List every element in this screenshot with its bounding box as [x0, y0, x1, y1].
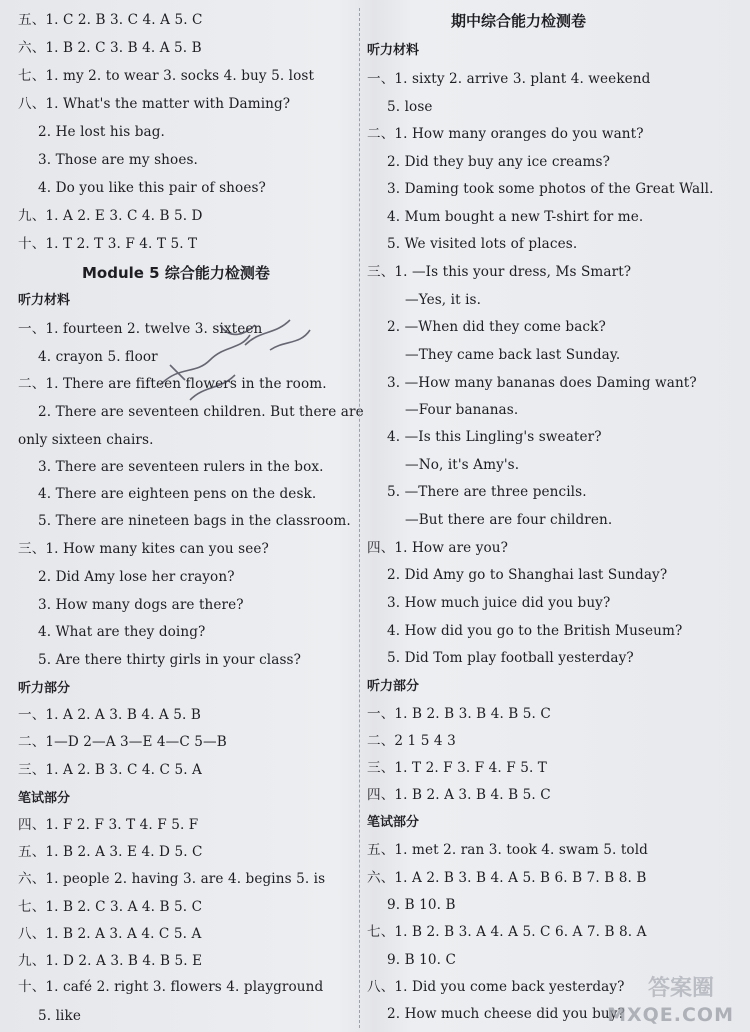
answer-line: 3. Those are my shoes.: [38, 152, 198, 168]
answer-line: 四、1. B 2. A 3. B 4. B 5. C: [367, 787, 551, 803]
answer-line: 2. There are seventeen children. But there are: [38, 404, 364, 420]
section-heading: Module 5 综合能力检测卷: [82, 264, 270, 282]
answer-line: 七、1. B 2. B 3. A 4. A 5. C 6. A 7. B 8. A: [367, 924, 647, 940]
answer-line: 六、1. people 2. having 3. are 4. begins 5. is: [18, 871, 326, 887]
answer-line: 三、1. A 2. B 3. C 4. C 5. A: [18, 762, 202, 778]
answer-line: 2. —When did they come back?: [387, 319, 606, 335]
answer-line: —Four bananas.: [405, 402, 519, 418]
answer-line: 3. There are seventeen rulers in the box.: [38, 459, 324, 475]
answer-line: 四、1. F 2. F 3. T 4. F 5. F: [18, 817, 199, 833]
answer-line: 二、1—D 2—A 3—E 4—C 5—B: [18, 734, 227, 750]
answer-line: 七、1. B 2. C 3. A 4. B 5. C: [18, 899, 203, 915]
answer-line: —No, it's Amy's.: [405, 457, 520, 473]
answer-line: 二、2 1 5 4 3: [367, 733, 456, 749]
answer-line: 4. Mum bought a new T-shirt for me.: [387, 209, 644, 225]
answer-line: 七、1. my 2. to wear 3. socks 4. buy 5. lost: [18, 68, 315, 84]
subsection-label: 笔试部分: [18, 791, 71, 806]
answer-line: only sixteen chairs.: [18, 432, 154, 448]
answer-line: 九、1. A 2. E 3. C 4. B 5. D: [18, 208, 203, 224]
answer-line: 一、1. sixty 2. arrive 3. plant 4. weekend: [367, 71, 651, 87]
answer-line: 5. There are nineteen bags in the classroom.: [38, 513, 351, 529]
answer-line: 十、1. café 2. right 3. flowers 4. playground: [18, 979, 324, 995]
site-watermark: [594, 973, 744, 1028]
answer-line: 4. crayon 5. floor: [38, 349, 158, 365]
answer-line: 一、1. A 2. A 3. B 4. A 5. B: [18, 707, 201, 723]
answer-line: 三、1. How many kites can you see?: [18, 541, 269, 557]
answer-line: —They came back last Sunday.: [405, 347, 621, 363]
answer-line: 一、1. B 2. B 3. B 4. B 5. C: [367, 706, 551, 722]
answer-line: 一、1. fourteen 2. twelve 3. sixteen: [18, 321, 263, 337]
answer-line: 5. like: [38, 1008, 81, 1024]
section-heading: 期中综合能力检测卷: [451, 12, 587, 30]
answer-line: 4. What are they doing?: [38, 624, 206, 640]
answer-line: 3. Daming took some photos of the Great Wall.: [387, 181, 714, 197]
answer-line: 4. How did you go to the British Museum?: [387, 623, 683, 639]
answer-line: 3. How many dogs are there?: [38, 597, 244, 613]
answer-line: 2. He lost his bag.: [38, 124, 165, 140]
answer-line: 九、1. D 2. A 3. B 4. B 5. E: [18, 953, 203, 969]
answer-line: 4. —Is this Lingling's sweater?: [387, 429, 602, 445]
answer-line: 八、1. B 2. A 3. A 4. C 5. A: [18, 926, 202, 942]
answer-line: 2. Did they buy any ice creams?: [387, 154, 610, 170]
column-divider: [359, 8, 360, 1028]
subsection-label: 笔试部分: [367, 815, 420, 830]
watermark-url: MXQE.COM: [607, 1004, 734, 1026]
answer-line: 三、1. T 2. F 3. F 4. F 5. T: [367, 760, 547, 776]
subsection-label: 听力材料: [18, 293, 71, 308]
subsection-label: 听力部分: [18, 681, 71, 696]
answer-line: 9. B 10. B: [387, 897, 456, 913]
answer-line: 4. Do you like this pair of shoes?: [38, 180, 266, 196]
answer-line: 五、1. met 2. ran 3. took 4. swam 5. told: [367, 842, 648, 858]
answer-line: 5. Did Tom play football yesterday?: [387, 650, 634, 666]
subsection-label: 听力材料: [367, 43, 420, 58]
answer-line: —Yes, it is.: [405, 292, 482, 308]
answer-line: 5. lose: [387, 99, 433, 115]
watermark-logo-text: 答案圈: [647, 976, 714, 1001]
answer-line: 八、1. What's the matter with Daming?: [18, 96, 291, 112]
answer-line: 2. How much cheese did you buy?: [387, 1006, 625, 1022]
answer-line: 八、1. Did you come back yesterday?: [367, 979, 625, 995]
answer-line: 5. We visited lots of places.: [387, 236, 578, 252]
answer-line: 三、1. —Is this your dress, Ms Smart?: [367, 264, 632, 280]
answer-line: 2. Did Amy go to Shanghai last Sunday?: [387, 567, 668, 583]
answer-line: 2. Did Amy lose her crayon?: [38, 569, 235, 585]
answer-line: 5. —There are three pencils.: [387, 484, 587, 500]
answer-line: 二、1. How many oranges do you want?: [367, 126, 644, 142]
answer-line: 二、1. There are fifteen flowers in the room.: [18, 376, 327, 392]
answer-line: 3. How much juice did you buy?: [387, 595, 611, 611]
answer-line: 六、1. B 2. C 3. B 4. A 5. B: [18, 40, 202, 56]
answer-line: 十、1. T 2. T 3. F 4. T 5. T: [18, 236, 198, 252]
subsection-label: 听力部分: [367, 679, 420, 694]
answer-line: 五、1. B 2. A 3. E 4. D 5. C: [18, 844, 203, 860]
answer-line: 9. B 10. C: [387, 952, 456, 968]
answer-line: 3. —How many bananas does Daming want?: [387, 375, 697, 391]
answer-line: —But there are four children.: [405, 512, 613, 528]
answer-line: 五、1. C 2. B 3. C 4. A 5. C: [18, 12, 203, 28]
answer-line: 六、1. A 2. B 3. B 4. A 5. B 6. B 7. B 8. B: [367, 870, 647, 886]
answer-line: 四、1. How are you?: [367, 540, 509, 556]
answer-line: 5. Are there thirty girls in your class?: [38, 652, 301, 668]
answer-line: 4. There are eighteen pens on the desk.: [38, 486, 317, 502]
